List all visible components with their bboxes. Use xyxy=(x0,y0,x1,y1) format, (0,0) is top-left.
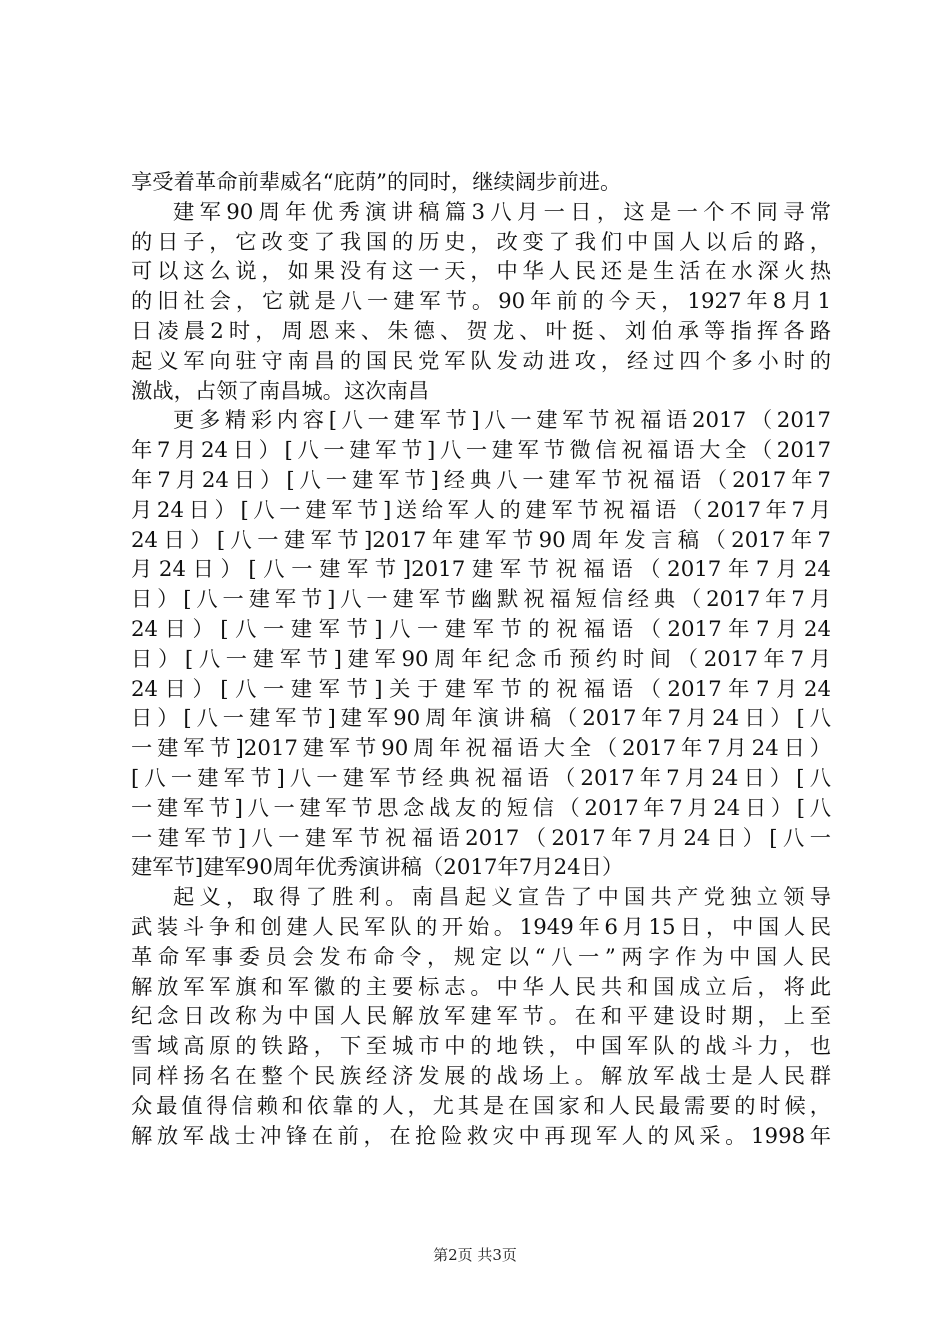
text-line: 激战，占领了南昌城。这次南昌 xyxy=(131,378,430,404)
text-line: 可以这么说，如果没有这一天，中华人民还是生活在水深火热 xyxy=(131,259,831,285)
text-line: 起义军向驻守南昌的国民党军队发动进攻，经过四个多小时的 xyxy=(131,348,831,374)
text-line: 同样扬名在整个民族经济发展的战场上。解放军战士是人民群 xyxy=(131,1063,831,1089)
text-line: 享受着革命前辈威名“庇荫”的同时，继续阔步前进。 xyxy=(131,170,622,195)
text-line: 月24日）[八一建军节]2017建军节祝福语（2017年7月24 xyxy=(131,557,831,583)
text-line: 24日）[八一建军节]八一建军节的祝福语（2017年7月24 xyxy=(131,616,831,642)
text-line: 一建军节]八一建军节祝福语2017（2017年7月24日）[八一 xyxy=(131,825,831,851)
text-line: 解放军军旗和军徽的主要标志。中华人民共和国成立后，将此 xyxy=(131,974,831,1000)
text-line: 一建军节]2017建军节90周年祝福语大全（2017年7月24日） xyxy=(131,736,831,762)
text-line: 更多精彩内容[八一建军节]八一建军节祝福语2017（2017 xyxy=(173,408,831,434)
text-line: 纪念日改称为中国人民解放军建军节。在和平建设时期，上至 xyxy=(131,1004,831,1030)
text-line: 革命军事委员会发布命令，规定以“八一”两字作为中国人民 xyxy=(131,944,831,970)
text-line: 雪域高原的铁路，下至城市中的地铁，中国军队的战斗力，也 xyxy=(131,1034,831,1060)
text-line: [八一建军节]八一建军节经典祝福语（2017年7月24日）[八 xyxy=(131,765,831,791)
text-line: 24日）[八一建军节]2017年建军节90周年发言稿（2017年7 xyxy=(131,527,831,553)
text-line: 建军90周年优秀演讲稿篇3八月一日，这是一个不同寻常 xyxy=(173,199,831,225)
document-body xyxy=(131,168,831,1151)
text-line: 日凌晨2时，周恩来、朱德、贺龙、叶挺、刘伯承等指挥各路 xyxy=(131,318,831,344)
text-line: 的日子，它改变了我国的历史，改变了我们中国人以后的路， xyxy=(131,229,831,255)
text-line: 解放军战士冲锋在前，在抢险救灾中再现军人的风采。1998年 xyxy=(131,1123,831,1149)
text-line: 的旧社会，它就是八一建军节。90年前的今天，1927年8月1 xyxy=(131,289,831,315)
text-line: 武装斗争和创建人民军队的开始。1949年6月15日，中国人民 xyxy=(131,914,831,940)
text-line: 年7月24日）[八一建军节]八一建军节微信祝福语大全（2017 xyxy=(131,438,831,464)
text-line: 日）[八一建军节]建军90周年演讲稿（2017年7月24日）[八 xyxy=(131,706,831,732)
text-line: 一建军节]八一建军节思念战友的短信（2017年7月24日）[八 xyxy=(131,795,831,821)
page-number: 第2页 共3页 xyxy=(433,1246,517,1264)
text-line: 众最值得信赖和依靠的人，尤其是在国家和人民最需要的时候， xyxy=(131,1093,831,1119)
text-line: 年7月24日）[八一建军节]经典八一建军节祝福语（2017年7 xyxy=(131,467,831,493)
text-line: 日）[八一建军节]八一建军节幽默祝福短信经典（2017年7月 xyxy=(131,587,831,613)
text-line: 建军节]建军90周年优秀演讲稿（2017年7月24日） xyxy=(131,855,624,881)
text-line: 月24日）[八一建军节]送给军人的建军节祝福语（2017年7月 xyxy=(131,497,831,523)
text-line: 24日）[八一建军节]关于建军节的祝福语（2017年7月24 xyxy=(131,676,831,702)
text-line: 日）[八一建军节]建军90周年纪念币预约时间（2017年7月 xyxy=(131,646,831,672)
text-line: 起义，取得了胜利。南昌起义宣告了中国共产党独立领导 xyxy=(173,885,831,911)
